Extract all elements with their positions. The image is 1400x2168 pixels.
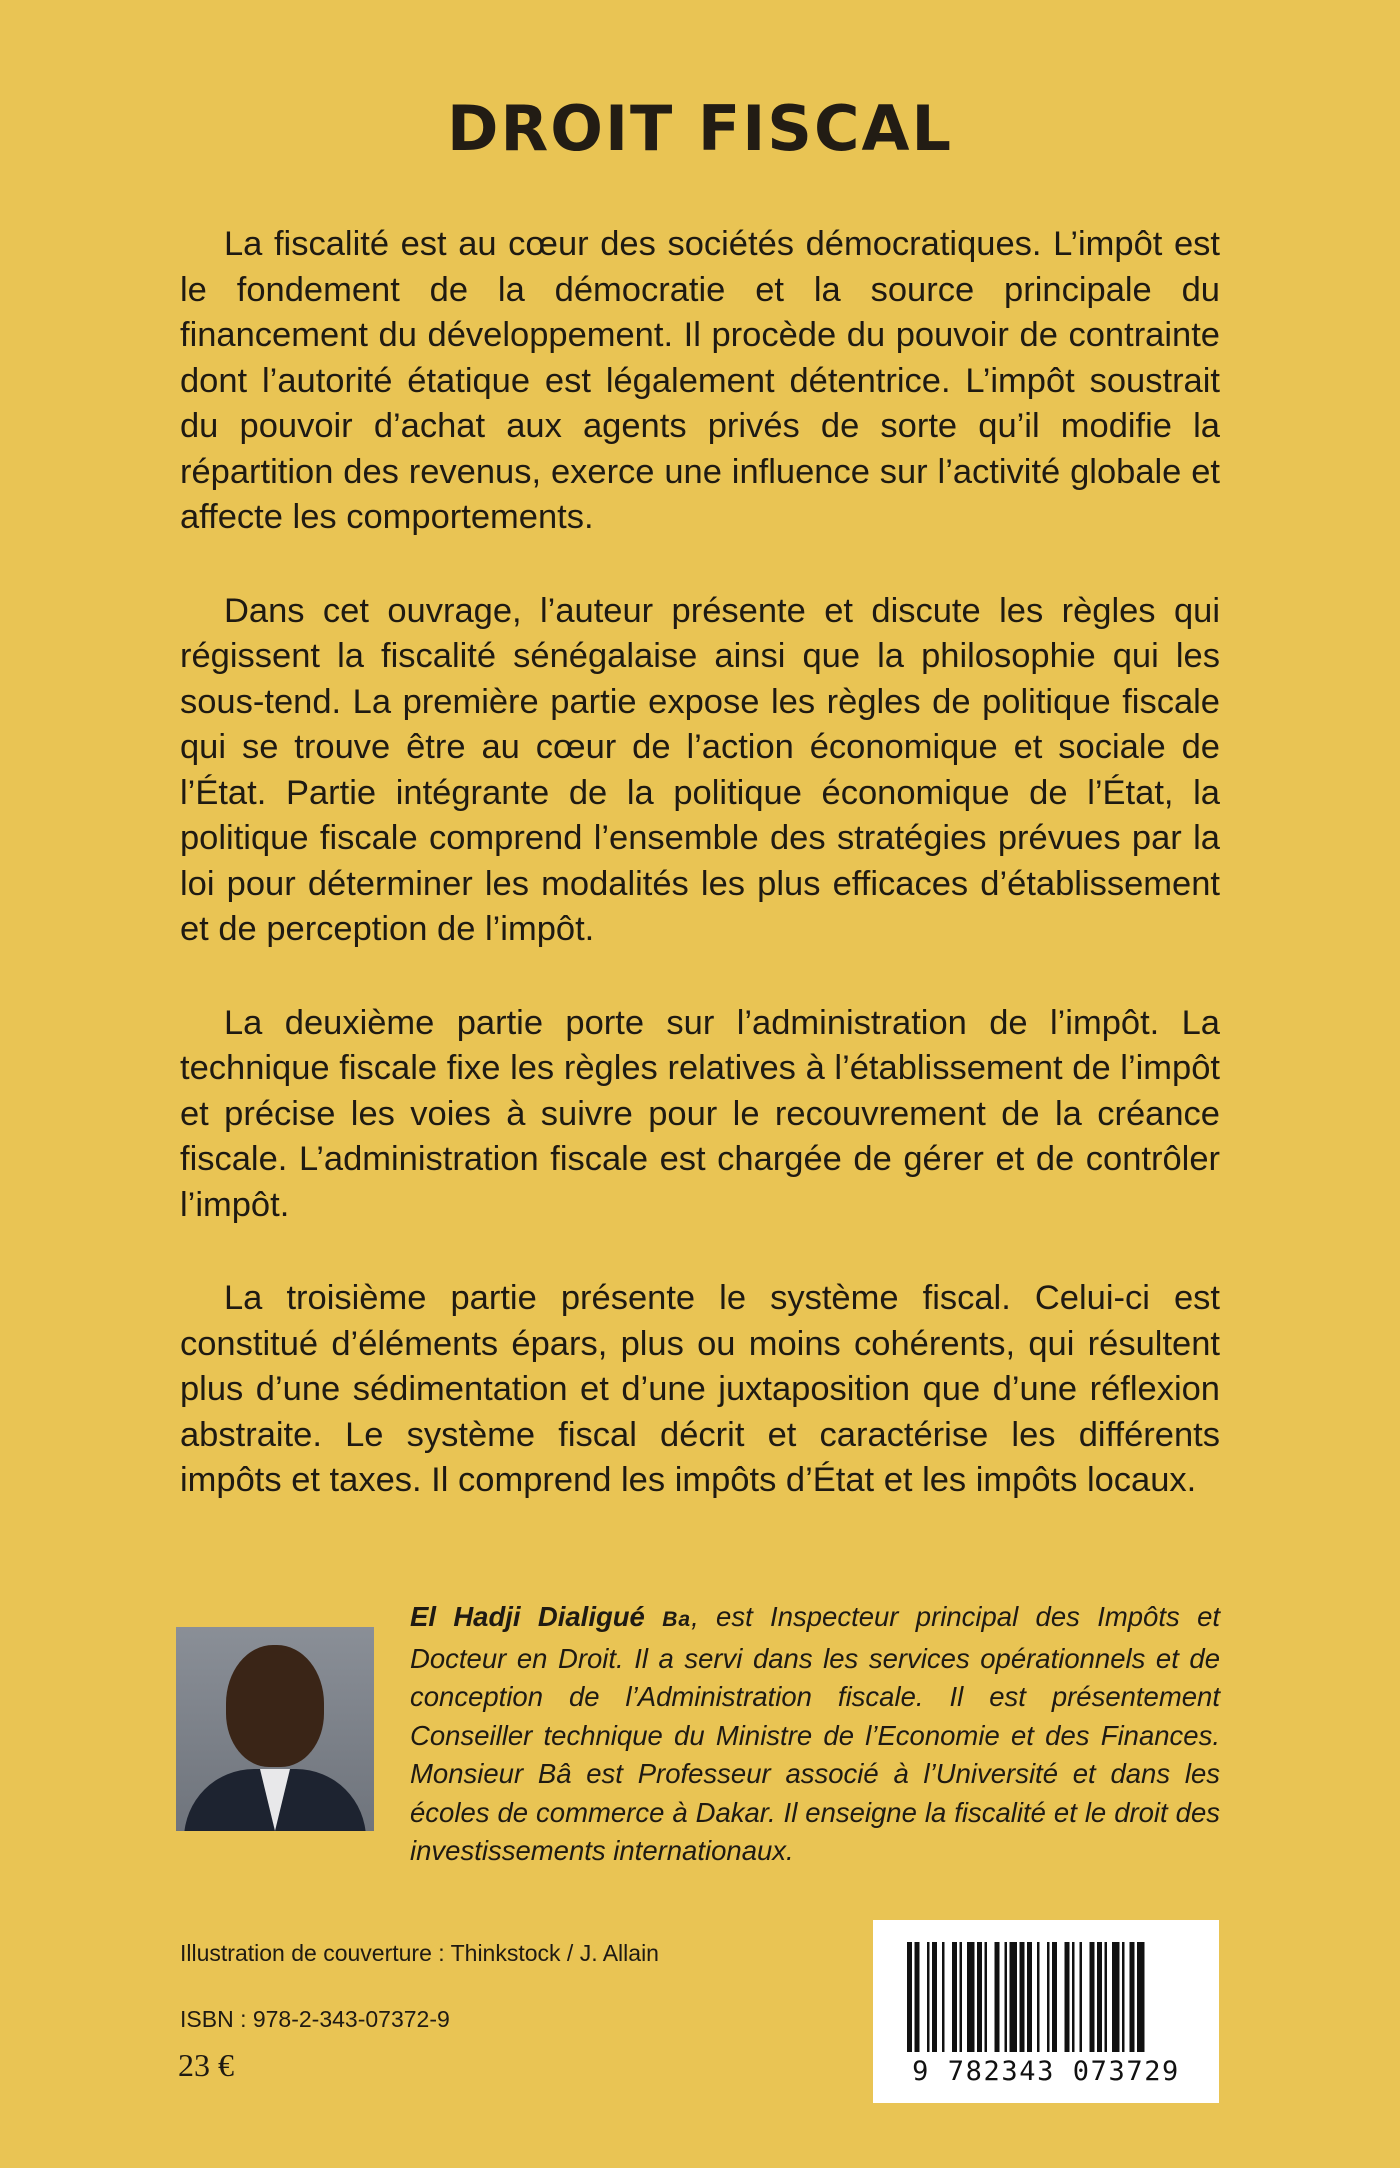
barcode-bar — [995, 1942, 1000, 2052]
price: 23 € — [178, 2047, 234, 2083]
barcode-bar — [1065, 1942, 1070, 2052]
barcode-bar — [1122, 1942, 1125, 2052]
author-photo-head — [226, 1645, 324, 1767]
barcode-bar — [1080, 1942, 1083, 2052]
barcode — [873, 1920, 1219, 2103]
barcode-bar — [915, 1942, 920, 2052]
barcode-bar — [942, 1942, 945, 2052]
blurb-paragraph-4: La troisième partie présente le système fiscal. Celui-ci est constitué d’éléments épars, plus ou moins cohérents, qui résultent plus d’une sédimentation et d’une juxtaposition que d’une réflexion abstraite. Le système fiscal décrit et caractérise les différents impôts et taxes. Il comprend les impôts d’État et les impôts locaux. — [180, 1279, 1220, 1499]
barcode-bar — [1027, 1942, 1032, 2052]
barcode-bar — [960, 1942, 963, 2052]
barcode-bar — [932, 1942, 937, 2052]
barcode-bar — [1020, 1942, 1025, 2052]
blurb-paragraph-1: La fiscalité est au cœur des sociétés démocratiques. L’impôt est le fondement de la démocratie et la source principale du financement du développement. Il procède du pouvoir de contrainte dont l’autorité étatique est légalement détentrice. L’impôt soustrait du pouvoir d’achat aux agents privés de sorte qu’il modifie la répartition des revenus, exerce une influence sur l’activité globale et affecte les comportements. — [180, 225, 1220, 536]
barcode-bar — [1130, 1942, 1135, 2052]
barcode-bar — [1090, 1942, 1095, 2052]
blurb-paragraph-3: La deuxième partie porte sur l’administration de l’impôt. La technique fiscale fixe les règles relatives à l’établissement de l’impôt et précise les voies à suivre pour le recouvrement de la créance fiscale. L’administration fiscale est chargée de gérer et de contrôler l’impôt. — [180, 1003, 1220, 1224]
author-surname: Ba — [662, 1608, 692, 1631]
illustration-credit: Illustration de couverture : Thinkstock / J. Allain — [180, 1940, 659, 1966]
isbn: ISBN : 978-2-343-07372-9 — [180, 2006, 450, 2032]
barcode-bar — [1112, 1942, 1120, 2052]
author-bio — [410, 1598, 1220, 1871]
barcode-bar — [952, 1942, 957, 2052]
barcode-bar — [977, 1942, 982, 2052]
barcode-bar — [927, 1942, 930, 2052]
barcode-bar — [1105, 1942, 1108, 2052]
barcode-bar — [1137, 1942, 1145, 2052]
back-cover-blurb — [180, 222, 1220, 1552]
barcode-bar — [985, 1942, 988, 2052]
barcode-bar — [1047, 1942, 1050, 2052]
author-name: El Hadji Dialigué Ba — [410, 1601, 692, 1632]
barcode-bar — [967, 1942, 975, 2052]
barcode-bar — [1097, 1942, 1102, 2052]
barcode-digits: 9 782343 073729 — [912, 2056, 1180, 2087]
author-bio-text: , est Inspecteur principal des Impôts et Docteur en Droit. Il a servi dans les services opérationnels et de conception de l’Administration fiscale. Il est présentement Conseiller technique du Ministre de l’Economie et des Finances. Monsieur Bâ est Professeur associé à l’Université et dans les écoles de commerce à Dakar. Il enseigne la fiscalité et le droit des investissements internationaux. — [410, 1601, 1221, 1866]
barcode-bar — [1052, 1942, 1057, 2052]
barcode-bar — [1005, 1942, 1008, 2052]
book-title: DROIT FISCAL — [447, 92, 953, 165]
barcode-bar — [907, 1942, 912, 2052]
barcode-bar — [1010, 1942, 1018, 2052]
author-photo — [176, 1627, 374, 1831]
barcode-bar — [1037, 1942, 1040, 2052]
blurb-paragraph-2: Dans cet ouvrage, l’auteur présente et discute les règles qui régissent la fiscalité sénégalaise ainsi que la philosophie qui les sous-tend. La première partie expose les règles de politique fiscale qui se trouve être au cœur de l’action économique et sociale de l’État. Partie intégrante de la politique économique de l’État, la politique fiscale comprend l’ensemble des stratégies prévues par la loi pour déterminer les modalités les plus efficaces d’établissement et de perception de l’impôt. — [180, 591, 1220, 948]
barcode-bar — [1072, 1942, 1075, 2052]
